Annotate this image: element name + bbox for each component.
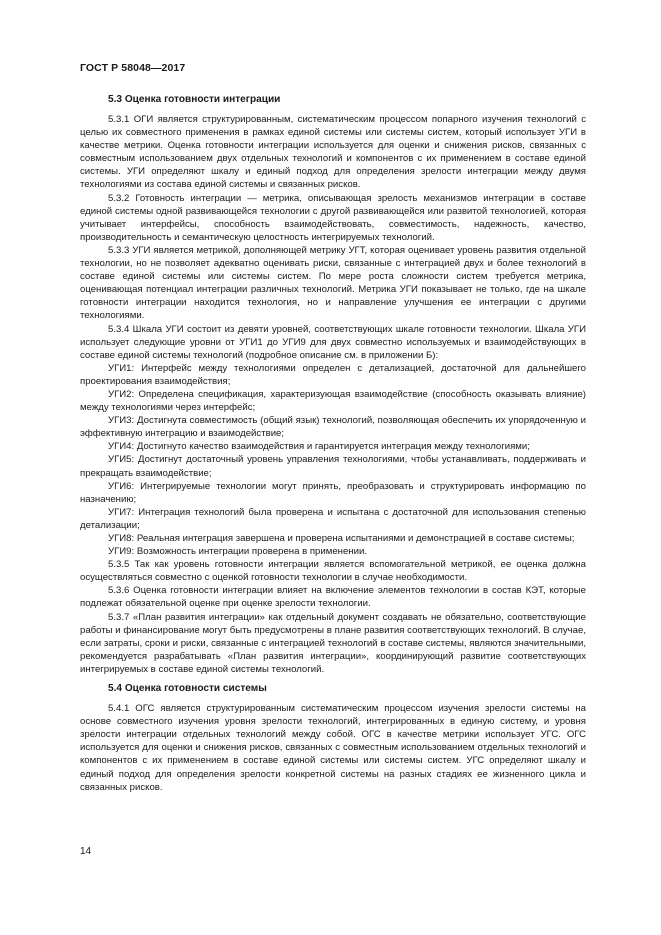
paragraph-5-3-4: 5.3.4 Шкала УГИ состоит из девяти уровней, соответствующих шкале готовности технологии. Шкала УГИ использует следующие уровни от УГИ1 до УГИ9 для двух совместно используемых и взаимодействующих в составе единой системы технологий (подробное описание см. в приложении Б): xyxy=(80,323,586,361)
level-item-ugi9: УГИ9: Возможность интеграции проверена в применении. xyxy=(108,546,367,558)
level-item-ugi2: УГИ2: Определена спецификация, характеризующая взаимодействие (способность оказывать влияние) между технологиями через интерфейс; xyxy=(80,388,586,414)
document-body xyxy=(80,93,586,794)
level-item-ugi5: УГИ5: Достигнут достаточный уровень управления технологиями, чтобы устанавливать, поддерживать и прекращать взаимодействие; xyxy=(80,454,586,479)
paragraph-5-4-1: 5.4.1 ОГС является структурированным систематическим процессом изучения зрелости системы на основе совместного изучения уровня зрелости технологий, интегрированных в единую систему, и уровня зрелости интеграции отдельных технологий между собой. ОГС в качестве метрики использует УГС. ОГС используется для оценки и снижения рисков, связанных с совместным использованием отдельных технологий и компонентов с их применением в составе единой системы или системы систем. УГС определяют шкалу и единый подход для определения зрелости конкретной системы на разных стадиях ее жизненного цикла и связанных рисков. xyxy=(80,703,586,793)
paragraph-5-3-1: 5.3.1 ОГИ является структурированным, систематическим процессом попарного изучения технологий с целью их совместного применения в рамках единой системы или системы систем, который использует УГИ в качестве метрики. Оценка готовности интеграции используется для оценки и снижения рисков, связанных с совместным использованием двух отдельных технологий и компонентов с их применением в составе единой системы. УГИ определяют шкалу и единый подход для определения зрелости интеграции между двумя технологиями из состава единой системы и связанных рисков. xyxy=(80,114,586,191)
level-item-ugi3: УГИ3: Достигнута совместимость (общий язык) технологий, позволяющая обеспечить их упорядоченную и эффективную интеграцию и взаимодействие; xyxy=(80,415,586,440)
level-item-ugi1: УГИ1: Интерфейс между технологиями определен с детализацией, достаточной для дальнейшего проектирования взаимодействия; xyxy=(80,362,586,387)
level-item-ugi7: УГИ7: Интеграция технологий была проверена и испытана с достаточной для использования степенью детализации; xyxy=(80,506,586,531)
paragraph-5-3-3: 5.3.3 УГИ является метрикой, дополняющей метрику УГТ, которая оценивает уровень развития отдельной технологии, но не позволяет адекватно оценивать риски, связанные с интеграцией двух и более технологий в составе единой системы или системы систем. По мере роста сложности систем требуется метрика, оценивающая потенциал интеграции различных технологий. Метрика УГИ показывает не только, где на шкале готовности интеграции находится технология, но и направление улучшения ее интеграции с другими технологиями. xyxy=(80,244,586,322)
document-code-header: ГОСТ Р 58048—2017 xyxy=(80,62,186,74)
level-item-ugi8: УГИ8: Реальная интеграция завершена и проверена испытаниями и демонстрацией в составе системы; xyxy=(108,533,575,544)
level-item-ugi6: УГИ6: Интегрируемые технологии могут принять, преобразовать и структурировать информацию по назначению; xyxy=(80,480,586,505)
paragraph-5-3-5: 5.3.5 Так как уровень готовности интеграции является вспомогательной метрикой, ее оценка должна осуществляться совместно с оценкой готовности технологии в случае необходимости. xyxy=(80,559,586,584)
paragraph-5-3-2: 5.3.2 Готовность интеграции — метрика, описывающая зрелость механизмов интеграции в составе единой системы одной развивающейся технологии с другой развивающейся или развитой технологией, которая учитывает интерфейсы, способность взаимодействовать, совместимость, надежность, качество, производительность и семантическую целостность интегрируемых технологий. xyxy=(80,192,586,243)
level-item-ugi4: УГИ4: Достигнуто качество взаимодействия и гарантируется интеграция между технологиями; xyxy=(108,441,530,453)
paragraph-5-3-7: 5.3.7 «План развития интеграции» как отдельный документ создавать не обязательно, соответствующие работы и финансирование могут быть предусмотрены в плане развития соответствующих технологий. В случае, если затраты, сроки и риски, связанные с интеграцией технологий в составе системы, являются значительными, рекомендуется разрабатывать «План развития интеграции», координирующий развитие соответствующих интегрируемых в составе единой системы технологий. xyxy=(80,611,586,675)
section-heading-5-4: 5.4 Оценка готовности системы xyxy=(108,683,267,695)
page-number: 14 xyxy=(80,846,92,857)
paragraph-5-3-6: 5.3.6 Оценка готовности интеграции влияет на включение элементов технологии в состав КЭТ, которые подлежат обязательной оценке при оценке зрелости технологии. xyxy=(80,585,586,610)
section-heading-5-3: 5.3 Оценка готовности интеграции xyxy=(108,94,281,105)
